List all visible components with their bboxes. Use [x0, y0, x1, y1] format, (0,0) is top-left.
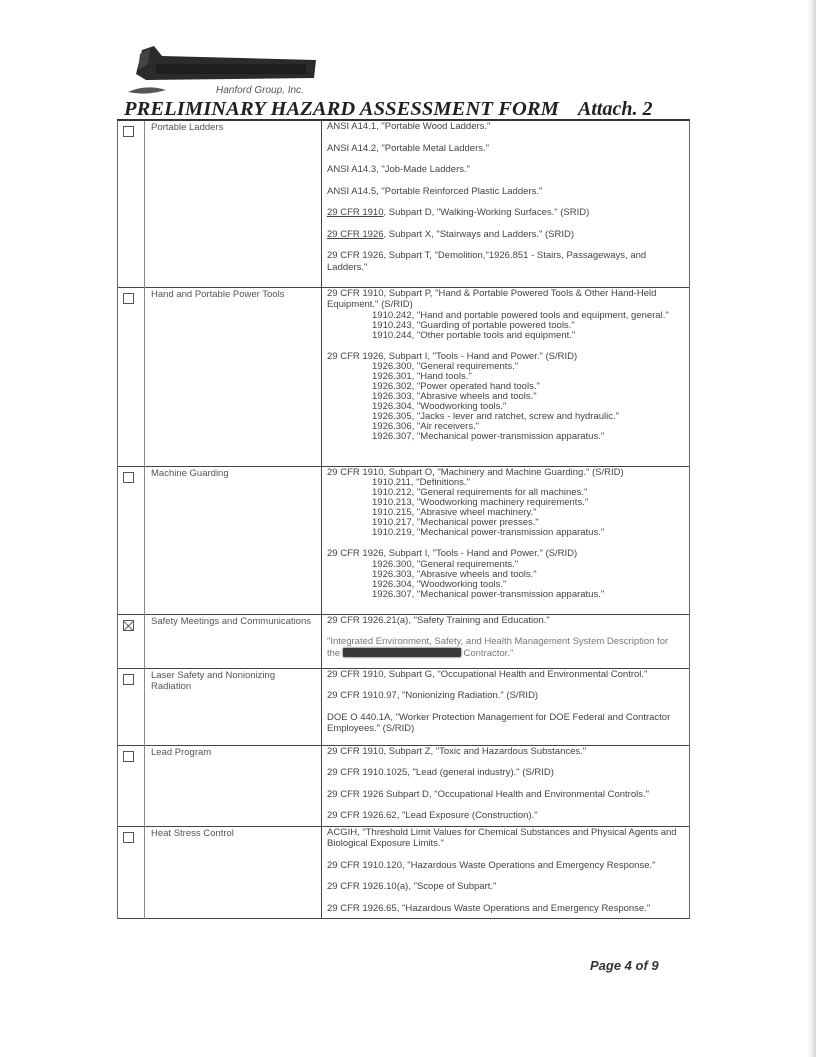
hazard-row-lead-program [118, 745, 690, 826]
reference-item: ACGIH, "Threshold Limit Values for Chemical Substances and Physical Agents and Biological Exposure Limits." [327, 826, 677, 849]
reference-item: 29 CFR 1910.1025, "Lead (general industry)." (S/RID) [327, 767, 554, 778]
reference-item: 29 CFR 1910.120, "Hazardous Waste Operations and Emergency Response." [327, 859, 656, 871]
reference-item: DOE O 440.1A, "Worker Protection Management for DOE Federal and Contractor Employees." (S/RID) [327, 711, 671, 734]
hazard-checkbox[interactable] [123, 751, 134, 762]
reference-subitem: 1910.219, "Mechanical power-transmission apparatus." [372, 527, 605, 538]
reference-group-head: 29 CFR 1910, Subpart P, "Hand & Portable Powered Tools & Other Hand-Held Equipment." (S/RID) [327, 287, 657, 310]
hazard-row-heat-stress [118, 826, 690, 919]
reference-subitem: 1926.302, "Power operated hand tools." [372, 381, 540, 392]
hazard-references [322, 826, 690, 919]
reference-subitem: 1926.304, "Woodworking tools." [372, 401, 507, 412]
hazard-name: Lead Program [145, 745, 322, 826]
reference-item: 29 CFR 1910, Subpart G, "Occupational Health and Environmental Control." [327, 668, 648, 680]
reference-subitem: 1926.307, "Mechanical power-transmission apparatus." [372, 431, 605, 442]
hazard-row-machine-guarding [118, 466, 690, 614]
hazard-name: Machine Guarding [145, 466, 322, 614]
reference-group [327, 548, 683, 600]
attachment-label: Attach. 2 [578, 98, 653, 120]
reference-subitem: 1926.303, "Abrasive wheels and tools." [372, 568, 537, 580]
hazard-references [322, 466, 690, 614]
reference-subitem: 1910.215, "Abrasive wheel machinery." [372, 507, 537, 518]
page-number: Page 4 of 9 [590, 958, 659, 973]
reference-subitem: 1910.243, "Guarding of portable powered tools." [372, 319, 575, 331]
hazard-name: Safety Meetings and Communications [145, 614, 322, 668]
logo-caption: Hanford Group, Inc. [216, 85, 304, 96]
reference-group-head: 29 CFR 1926, Subpart I, "Tools - Hand and Power." (S/RID) [327, 548, 578, 559]
reference-subitem: 1910.244, "Other portable tools and equipment." [372, 329, 576, 341]
hazard-table [117, 119, 690, 919]
reference-subitem: 1926.305, "Jacks - lever and ratchet, screw and hydraulic." [372, 411, 620, 422]
reference-subitem: 1926.300, "General requirements." [372, 558, 519, 570]
hazard-name: Hand and Portable Power Tools [145, 287, 322, 466]
reference-group [327, 467, 683, 539]
reference-item: ANSI A14.5, "Portable Reinforced Plastic Ladders." [327, 185, 543, 197]
reference-item: 29 CFR 1926 Subpart D, "Occupational Health and Environmental Controls." [327, 788, 649, 800]
reference-item: ANSI A14.1, "Portable Wood Ladders." [327, 121, 491, 132]
reference-item: "Integrated Environment, Safety, and Health Management System Description for the Contractor." [327, 636, 669, 659]
reference-subitem: 1926.304, "Woodworking tools." [372, 578, 507, 590]
reference-item: 29 CFR 1910, Subpart D, "Walking-Working Surfaces." (SRID) [327, 207, 590, 218]
hazard-checkbox[interactable] [123, 832, 134, 843]
reference-subitem: 1910.242, "Hand and portable powered tools and equipment, general." [372, 309, 669, 321]
hazard-checkbox[interactable] [123, 472, 134, 483]
reference-subitem: 1926.303, "Abrasive wheels and tools." [372, 391, 537, 402]
hazard-row-portable-ladders [118, 120, 690, 287]
hazard-name: Laser Safety and Nonionizing Radiation [145, 668, 322, 745]
reference-subitem: 1926.301, "Hand tools." [372, 371, 472, 382]
hazard-row-safety-meetings [118, 614, 690, 668]
reference-group-head: 29 CFR 1910, Subpart O, "Machinery and Machine Guarding." (S/RID) [327, 466, 624, 478]
reference-item: 29 CFR 1926, Subpart T, "Demolition,"1926.851 - Stairs, Passageways, and Ladders." [327, 250, 647, 273]
hazard-references [322, 120, 690, 287]
reference-item: 29 CFR 1926.62, "Lead Exposure (Construction)." [327, 810, 538, 821]
reference-group [327, 351, 683, 443]
hazard-table-container [117, 119, 677, 919]
hazard-name: Portable Ladders [145, 120, 322, 287]
hazard-references [322, 668, 690, 745]
hazard-checkbox-checked[interactable] [123, 620, 134, 631]
redaction-block [343, 648, 461, 657]
reference-subitem: 1910.212, "General requirements for all machines." [372, 487, 588, 498]
reference-subitem: 1910.211, "Definitions." [372, 477, 470, 488]
hazard-row-laser-safety [118, 668, 690, 745]
reference-link[interactable]: 29 CFR 1910 [327, 207, 384, 218]
hazard-checkbox[interactable] [123, 674, 134, 685]
hazard-checkbox[interactable] [123, 126, 134, 137]
reference-item: ANSI A14.2, "Portable Metal Ladders." [327, 142, 490, 154]
reference-item: 29 CFR 1910.97, "Nonionizing Radiation." (S/RID) [327, 690, 539, 701]
reference-subitem: 1910.217, "Mechanical power presses." [372, 517, 539, 528]
hazard-checkbox[interactable] [123, 293, 134, 304]
reference-item: 29 CFR 1926, Subpart X, "Stairways and Ladders." (SRID) [327, 228, 575, 240]
hazard-references [322, 745, 690, 826]
hazard-references [322, 614, 690, 668]
reference-subitem: 1910.213, "Woodworking machinery requirements." [372, 497, 589, 508]
reference-item: 29 CFR 1926.65, "Hazardous Waste Operations and Emergency Response." [327, 902, 651, 914]
reference-item: 29 CFR 1910, Subpart Z, "Toxic and Hazardous Substances." [327, 745, 587, 757]
reference-item: 29 CFR 1926.21(a), "Safety Training and Education." [327, 614, 550, 626]
reference-link[interactable]: 29 CFR 1926 [327, 228, 384, 240]
hazard-row-power-tools [118, 287, 690, 466]
reference-group [327, 288, 683, 341]
form-title: PRELIMINARY HAZARD ASSESSMENT FORM [124, 98, 559, 120]
reference-subitem: 1926.300, "General requirements." [372, 361, 519, 372]
reference-subitem: 1926.307, "Mechanical power-transmission apparatus." [372, 588, 605, 600]
hazard-name: Heat Stress Control [145, 826, 322, 919]
reference-group-head: 29 CFR 1926, Subpart I, "Tools - Hand and Power." (S/RID) [327, 350, 578, 362]
page-edge-shadow [808, 0, 816, 1057]
reference-item: 29 CFR 1926.10(a), "Scope of Subpart." [327, 881, 497, 892]
hazard-references [322, 287, 690, 466]
reference-item: ANSI A14.3, "Job-Made Ladders." [327, 164, 470, 175]
reference-subitem: 1926.306, "Air receivers." [372, 421, 480, 432]
